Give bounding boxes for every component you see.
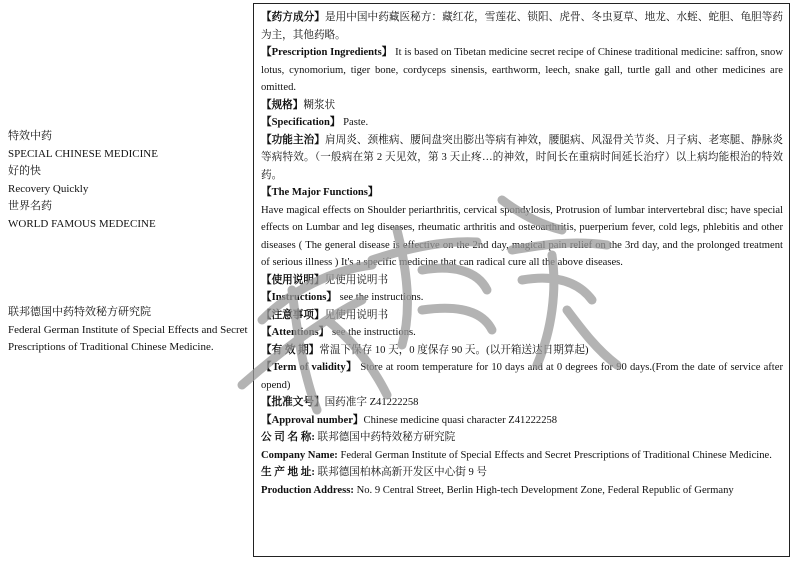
approval-en	[261, 412, 783, 430]
company-en-text: Federal German Institute of Special Effects and Secret Prescriptions of Traditional Chinese Medicine.	[340, 449, 772, 461]
address-cn	[261, 464, 783, 482]
functions-cn-text: 肩周炎、颈椎病、腰间盘突出膨出等病有神效，腰腿病、风湿骨关节炎、月子病、老寒腿、静脉炎等病特效。（一般病在第 2 天见效，第 3 天止疼…的神效，时间长在重病时间延长治疗）以上病均能根治的特效药。	[261, 134, 784, 181]
left-line-en-recovery: Recovery Quickly	[8, 182, 89, 195]
spec-en-text: Paste.	[343, 117, 369, 128]
validity-cn-heading: 【有 效 期】	[261, 344, 320, 356]
company-en-heading: Company Name:	[261, 449, 338, 461]
ingredients-cn-heading: 【药方成分】	[261, 12, 325, 23]
spec-cn	[261, 97, 783, 115]
approval-cn-text: 国药准字 Z41222258	[324, 397, 419, 408]
usage-en-text: see the instructions.	[339, 292, 424, 303]
company-cn-text: 联邦德国中药特效秘方研究院	[317, 432, 456, 443]
validity-en	[261, 359, 783, 394]
left-institute-block	[8, 304, 248, 357]
spec-cn-text: 糊浆状	[303, 99, 336, 111]
attentions-cn-heading: 【注意事项】	[261, 309, 325, 321]
functions-cn	[261, 132, 783, 185]
left-line-cn-recovery: 好的快	[8, 165, 41, 177]
validity-en-text: Store at room temperature for 10 days and at 0 degrees for 90 days.(From the date of service after opend)	[261, 362, 783, 391]
address-cn-text: 联邦德国柏林高新开发区中心街 9 号	[317, 467, 488, 478]
attentions-en-text: see the instructions.	[331, 327, 416, 338]
validity-en-heading: 【Term of validity】	[261, 362, 358, 373]
address-en	[261, 482, 783, 500]
left-institute-en: Federal German Institute of Special Effects and Secret Prescriptions of Traditional Chinese Medicine.	[8, 323, 248, 353]
attentions-cn	[261, 307, 783, 325]
spec-en	[261, 114, 783, 132]
attentions-cn-text: 见使用说明书	[324, 309, 389, 321]
left-product-block	[8, 128, 248, 233]
ingredients-cn-text: 是用中国中药藏医秘方：藏红花，雪莲花、锁阳、虎骨、冬虫夏草、地龙、水蛭、蛇胆、龟胆等药为主，其他药略。	[261, 12, 784, 41]
approval-en-text: Chinese medicine quasi character Z41222258	[363, 414, 558, 426]
company-cn-heading: 公 司 名 称:	[261, 432, 315, 443]
validity-cn-text: 常温下保存 10 天，0 度保存 90 天。(以开箱送达日期算起)	[319, 344, 589, 356]
functions-cn-heading: 【功能主治】	[261, 134, 325, 146]
attentions-en-heading: 【Attentions】	[261, 327, 330, 338]
functions-en-text: Have magical effects on Shoulder periarthritis, cervical spondylosis, Protrusion of lumbar intervertebral disc; have special effects on Lumbar and leg diseases, rheumatic arthritis and osteoarthritis, puerperium fever, cold legs, phlebitis and other diseases ( The general disease is effective on the 2nd day, magical pain relief on the 3rd day, and the prolonged treatment of serious illness ) It's a specific medicine that can radical cure all the above diseases.	[261, 204, 783, 268]
ingredients-en	[261, 44, 783, 97]
attentions-en	[261, 324, 783, 342]
label-box	[253, 3, 790, 557]
approval-cn-heading: 【批准文号】	[261, 397, 325, 408]
approval-cn	[261, 394, 783, 412]
usage-cn-heading: 【使用说明】	[261, 274, 325, 286]
left-line-cn-special: 特效中药	[8, 130, 52, 142]
approval-en-heading: 【Approval number】	[261, 414, 364, 426]
address-en-heading: Production Address:	[261, 484, 354, 496]
left-line-cn-famous: 世界名药	[8, 200, 52, 212]
ingredients-cn	[261, 9, 783, 44]
left-line-en-special: SPECIAL CHINESE MEDICINE	[8, 147, 158, 160]
ingredients-en-heading: 【Prescription Ingredients】	[261, 47, 393, 58]
company-cn	[261, 429, 783, 447]
usage-en	[261, 289, 783, 307]
spec-en-heading: 【Specification】	[261, 117, 341, 128]
spec-cn-heading: 【规格】	[261, 99, 304, 111]
usage-en-heading: 【Instructions】	[261, 292, 337, 303]
usage-cn-text: 见使用说明书	[324, 274, 389, 286]
functions-en	[261, 184, 783, 272]
validity-cn	[261, 342, 783, 360]
usage-cn	[261, 272, 783, 290]
address-cn-heading: 生 产 地 址:	[261, 467, 315, 478]
ingredients-en-text: It is based on Tibetan medicine secret recipe of Chinese traditional medicine: saffron, snow lotus, cynomorium, tiger bone, cordyceps sinensis, earthworm, leech, snake gall, turtle gall and other medicines are omitted.	[261, 47, 783, 93]
address-en-text: No. 9 Central Street, Berlin High-tech Development Zone, Federal Republic of Germany	[356, 484, 734, 496]
company-en	[261, 447, 783, 465]
left-institute-cn: 联邦德国中药特效秘方研究院	[8, 306, 151, 318]
functions-en-heading: 【The Major Functions】	[261, 187, 379, 198]
left-line-en-famous: WORLD FAMOUS MEDECINE	[8, 217, 156, 230]
